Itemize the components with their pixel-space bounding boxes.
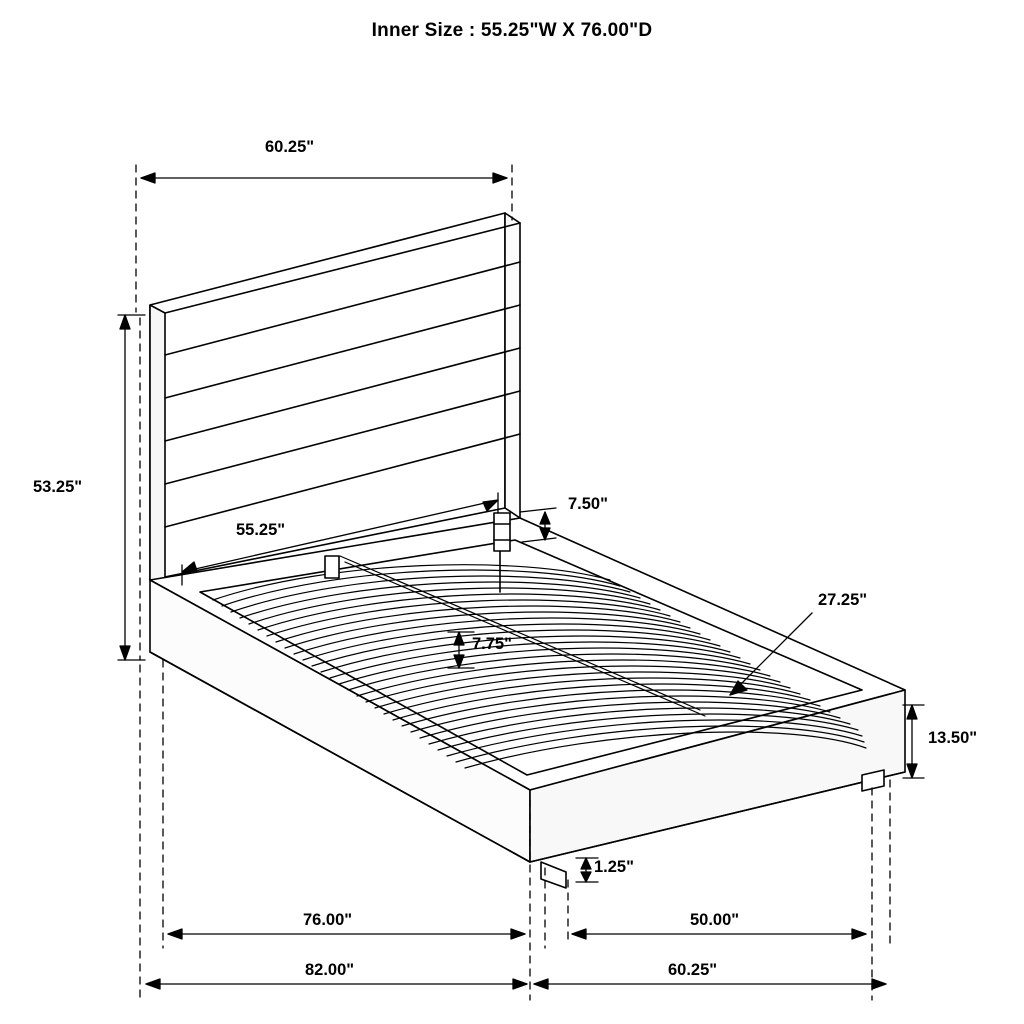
dim-inner-length bbox=[168, 929, 525, 939]
label-side-depth: 50.00" bbox=[690, 911, 740, 929]
label-inner-width: 55.25" bbox=[236, 521, 286, 539]
label-slat-depth: 27.25" bbox=[818, 591, 868, 609]
label-leg-height: 1.25" bbox=[594, 858, 634, 876]
label-footboard-width: 60.25" bbox=[668, 961, 718, 979]
dim-side-depth bbox=[572, 929, 866, 939]
label-overall-length: 82.00" bbox=[305, 961, 355, 979]
label-headboard-width: 60.25" bbox=[265, 138, 315, 156]
dim-footboard-width bbox=[534, 979, 886, 989]
label-headboard-height: 53.25" bbox=[33, 478, 83, 496]
label-deck-height: 13.50" bbox=[928, 729, 978, 747]
bed-base-shape bbox=[150, 518, 905, 862]
dim-deck-height bbox=[903, 705, 924, 778]
label-slat-rise: 7.75" bbox=[472, 635, 512, 653]
label-rail-thickness: 7.50" bbox=[568, 495, 608, 513]
dim-headboard-width-arrow bbox=[141, 173, 507, 183]
page-title: Inner Size : 55.25"W X 76.00"D bbox=[371, 20, 653, 41]
label-inner-length: 76.00" bbox=[303, 911, 353, 929]
dim-overall-length bbox=[146, 979, 527, 989]
dim-headboard-height bbox=[118, 315, 145, 660]
